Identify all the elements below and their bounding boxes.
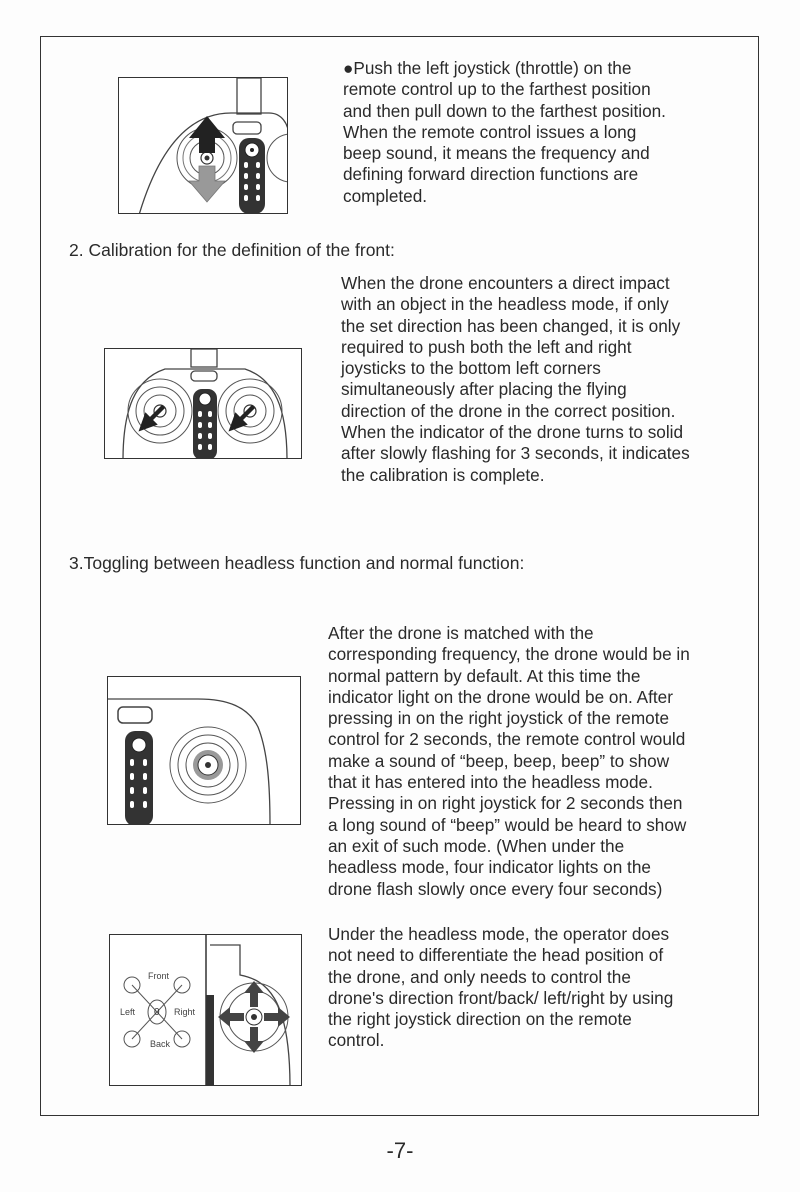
section1-paragraph: Push the left joystick (throttle) on the remote control up to the farthest position and then pull down to the farthest position. When the remote control issues a long beep sound, it means the frequency and defining forward direction functions are completed. [343, 58, 666, 206]
label-front: Front [148, 971, 170, 981]
section2-heading: 2. Calibration for the definition of the front: [69, 240, 395, 260]
section1-text [343, 58, 666, 207]
bullet: ● [343, 58, 354, 78]
label-left: Left [120, 1007, 136, 1017]
section3-paragraph-1: After the drone is matched with the corresponding frequency, the drone would be in normal pattern by default. At this time the indicator light on the drone would be on. After pressing in on the right joystick of the remote control for 2 seconds, the remote control would make a sound of “beep, beep, beep” to show that it has entered into the headless mode. Pressing in on right joystick for 2 seconds then a long sound of “beep” would be heard to show an exit of such mode. (When under the headless mode, four indicator lights on the drone flash slowly once every four seconds) [328, 623, 690, 899]
section2-paragraph: When the drone encounters a direct impact with an object in the headless mode, if only the set direction has been changed, it is only required to push both the left and right joysticks to the bottom left corners simultaneously after placing the flying direction of the drone in the correct position. When the indicator of the drone turns to solid after slowly flashing for 3 seconds, it indicates the calibration is complete. [341, 273, 690, 485]
figure-headless-press [107, 676, 301, 825]
figure-headless-directions [109, 934, 302, 1086]
figure-calibration-joysticks [104, 348, 302, 459]
label-back: Back [150, 1039, 171, 1049]
label-right: Right [174, 1007, 196, 1017]
section3-paragraph-2: Under the headless mode, the operator does not need to differentiate the head position of the drone, and only needs to control the drone's direction front/back/ left/right by using the right joystick direction on the remote control. [328, 924, 674, 1051]
page-number: -7- [386, 1138, 414, 1163]
label-center: 0 [154, 1007, 160, 1018]
figure-throttle-joystick [118, 77, 288, 214]
section3-heading: 3.Toggling between headless function and normal function: [69, 553, 525, 573]
